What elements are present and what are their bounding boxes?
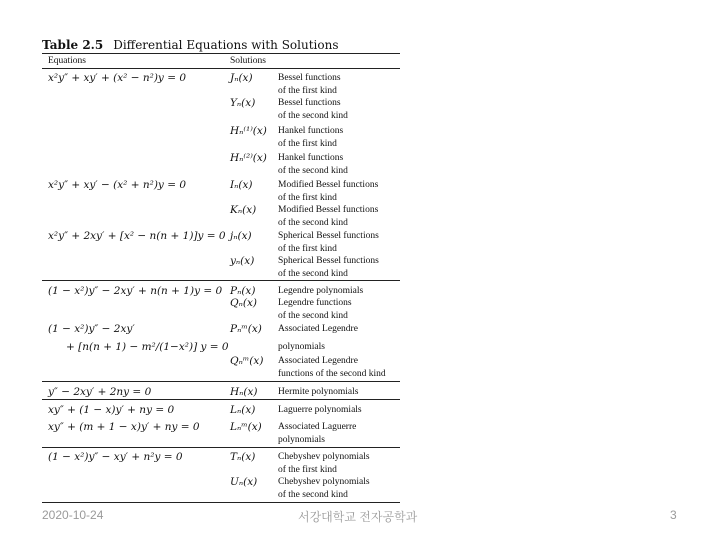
description-chebyshev-1: Chebyshev polynomials of the first kind: [278, 452, 370, 475]
footer-affiliation: 서강대학교 전자공학과: [298, 510, 418, 524]
solution-p: Pₙ(x): [230, 285, 256, 297]
equation-assoc-legendre-cont: + [n(n + 1) − m²/(1−x²)] y = 0: [66, 341, 229, 353]
description-hankel-2: Hankel functions of the second kind: [278, 153, 348, 176]
bottom-rule: [42, 502, 400, 503]
solution-p-assoc: Pₙᵐ(x): [230, 323, 262, 335]
section-rule: [42, 399, 400, 400]
description-modbessel-2: Modified Bessel functions of the second kind: [278, 205, 379, 228]
equation-hermite: y″ − 2xy′ + 2ny = 0: [48, 386, 152, 398]
footer-date: 2020-10-24: [42, 508, 104, 522]
table-title: Differential Equations with Solutions: [113, 38, 339, 52]
solution-k: Kₙ(x): [230, 204, 257, 216]
top-rule: [42, 53, 400, 54]
equation-modified-bessel: x²y″ + xy′ − (x² + n²)y = 0: [48, 179, 187, 191]
equation-laguerre: xy″ + (1 − x)y′ + ny = 0: [48, 404, 175, 416]
solution-h2: Hₙ⁽²⁾(x): [230, 152, 267, 164]
description-polynomials: polynomials: [278, 342, 325, 352]
solution-l-assoc: Lₙᵐ(x): [230, 421, 262, 433]
footer-page-number: 3: [670, 508, 677, 522]
description-bessel-2: Bessel functions of the second kind: [278, 98, 348, 121]
solution-l: Lₙ(x): [230, 404, 256, 416]
solution-y-spherical: yₙ(x): [230, 255, 255, 267]
equation-assoc-legendre: (1 − x²)y″ − 2xy′: [48, 323, 135, 335]
description-hermite: Hermite polynomials: [278, 387, 359, 397]
equation-assoc-laguerre: xy″ + (m + 1 − x)y′ + ny = 0: [48, 421, 200, 433]
table-number: Table 2.5: [42, 38, 104, 52]
equation-spherical-bessel: x²y″ + 2xy′ + [x² − n(n + 1)]y = 0: [48, 230, 226, 242]
solution-u: Uₙ(x): [230, 476, 258, 488]
solution-y: Yₙ(x): [230, 97, 256, 109]
solution-t: Tₙ(x): [230, 451, 256, 463]
description-assoc-legendre: Associated Legendre: [278, 324, 358, 334]
description-chebyshev-2: Chebyshev polynomials of the second kind: [278, 477, 370, 500]
description-assoc-legendre-2: Associated Legendre functions of the second kind: [278, 356, 386, 379]
section-rule: [42, 381, 400, 382]
solution-h: Hₙ(x): [230, 386, 258, 398]
table-caption: [42, 38, 339, 52]
header-solutions: Solutions: [230, 56, 266, 66]
solution-i: Iₙ(x): [230, 179, 253, 191]
equation-chebyshev: (1 − x²)y″ − xy′ + n²y = 0: [48, 451, 183, 463]
solution-h1: Hₙ⁽¹⁾(x): [230, 125, 267, 137]
description-bessel-1: Bessel functions of the first kind: [278, 73, 341, 96]
solution-q-assoc: Qₙᵐ(x): [230, 355, 264, 367]
solution-j: Jₙ(x): [230, 72, 253, 84]
description-legendre-poly: Legendre polynomials: [278, 286, 364, 296]
header-equations: Equations: [48, 56, 86, 66]
header-rule: [42, 68, 400, 69]
description-laguerre: Laguerre polynomials: [278, 405, 362, 415]
solution-j-spherical: jₙ(x): [230, 230, 252, 242]
description-legendre-func: Legendre functions of the second kind: [278, 298, 352, 321]
description-spherical-2: Spherical Bessel functions of the second kind: [278, 256, 379, 279]
description-spherical-1: Spherical Bessel functions of the first kind: [278, 231, 379, 254]
section-rule: [42, 447, 400, 448]
description-hankel-1: Hankel functions of the first kind: [278, 126, 344, 149]
solution-q: Qₙ(x): [230, 297, 257, 309]
description-modbessel-1: Modified Bessel functions of the first kind: [278, 180, 379, 203]
equation-bessel: x²y″ + xy′ + (x² − n²)y = 0: [48, 72, 187, 84]
equation-legendre: (1 − x²)y″ − 2xy′ + n(n + 1)y = 0: [48, 285, 223, 297]
section-rule: [42, 280, 400, 281]
description-assoc-laguerre: Associated Laguerre polynomials: [278, 422, 357, 445]
